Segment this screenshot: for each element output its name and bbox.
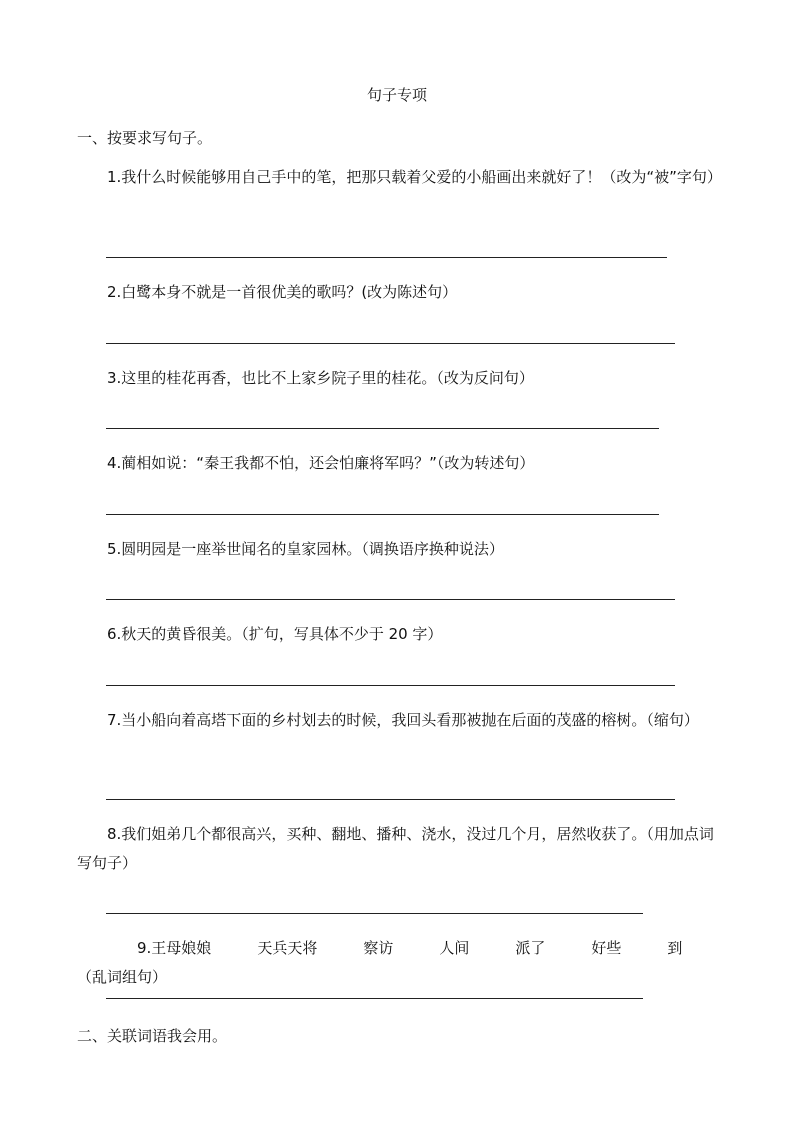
section-heading-2: 二、关联词语我会用。	[77, 1027, 228, 1045]
q9-word: 到	[667, 939, 683, 957]
question-4: 4.蔺相如说：“秦王我都不怕，还会怕廉将军吗？”（改为转述句）	[107, 454, 535, 472]
question-6: 6.秋天的黄昏很美。（扩句，写具体不少于 20 字）	[107, 625, 443, 643]
question-1: 1.我什么时候能够用自己手中的笔，把那只载着父爱的小船画出来就好了！（改为“被”字句）	[107, 168, 722, 186]
page-title: 句子专项	[366, 86, 427, 104]
answer-line-9[interactable]	[106, 998, 643, 999]
question-3: 3.这里的桂花再香，也比不上家乡院子里的桂花。（改为反问句）	[107, 369, 534, 387]
question-5: 5.圆明园是一座举世闻名的皇家园林。（调换语序换种说法）	[107, 540, 504, 558]
section-heading-1: 一、按要求写句子。	[77, 129, 213, 147]
answer-line-1[interactable]	[106, 257, 667, 258]
answer-line-7[interactable]	[106, 799, 675, 800]
q9-word: 人间	[439, 939, 470, 957]
q9-word: 派了	[515, 939, 546, 957]
answer-line-6[interactable]	[106, 685, 675, 686]
question-9	[77, 934, 722, 992]
answer-line-5[interactable]	[106, 599, 675, 600]
answer-line-8[interactable]	[106, 913, 643, 914]
answer-line-4[interactable]	[106, 514, 659, 515]
q9-word: 察访	[363, 939, 394, 957]
question-2: 2.白鹭本身不就是一首很优美的歌吗？(改为陈述句）	[107, 283, 458, 301]
answer-line-2[interactable]	[106, 343, 675, 344]
question-7: 7.当小船向着高塔下面的乡村划去的时候，我回头看那被抛在后面的茂盛的榕树。（缩句）	[107, 711, 699, 729]
q9-word: 9.王母娘娘	[137, 939, 212, 957]
q9-word: 好些	[591, 939, 622, 957]
q9-hint: （乱词组句）	[77, 968, 168, 986]
answer-line-3[interactable]	[106, 428, 659, 429]
q9-word: 天兵天将	[257, 939, 318, 957]
question-8: 8.我们姐弟几个都很高兴，买种、翻地、播种、浇水，没过几个月，居然收获了。（用加点词写句子）	[77, 825, 714, 872]
